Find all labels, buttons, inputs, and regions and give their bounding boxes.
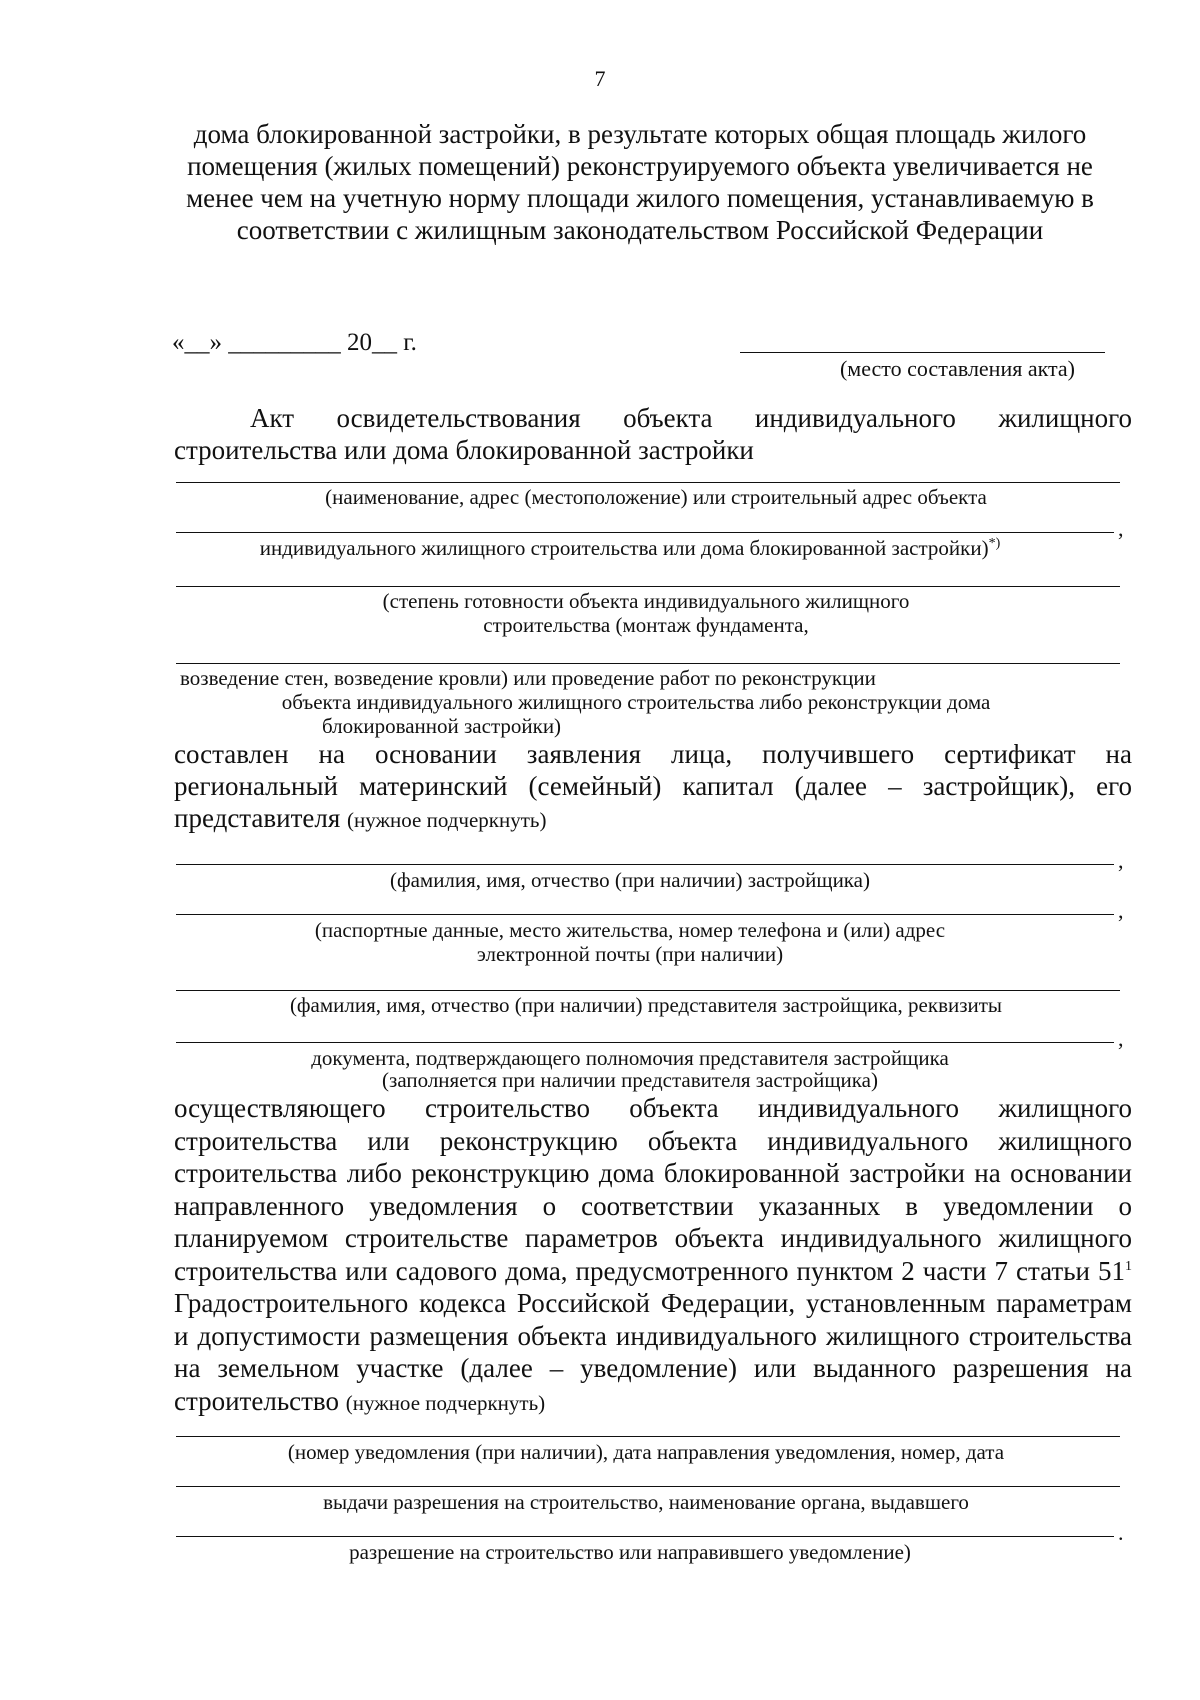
paragraph-basis-text: осуществляющего строительство объекта индивидуального жилищного строительства или реконструкцию объекта индивидуального жилищного строительства либо реконструкцию дома блокированной застройки на основании направленного уведомления о соответствии указанных в уведомлении о планируемом строительстве параметров объекта индивидуального жилищного строительства или садового дома, предусмотренного пунктом 2 части 7 статьи 51 — [174, 1093, 1132, 1286]
underline-note-2: (нужное подчеркнуть) — [345, 1390, 546, 1415]
line-comma: , — [1118, 848, 1124, 873]
footnote-mark: *) — [988, 536, 1001, 551]
caption-notice-2: выдачи разрешения на строительство, наименование органа, выдавшего — [323, 1490, 969, 1514]
caption-passport-1: (паспортные данные, место жительства, номер телефона и (или) адрес — [314, 918, 946, 942]
caption-object-1: (наименование, адрес (местоположение) или строительный адрес объекта — [325, 485, 987, 509]
line-comma: , — [1118, 1026, 1124, 1051]
line-comma: , — [1118, 898, 1124, 923]
paragraph-basis — [174, 1092, 1132, 1419]
article-superscript: 1 — [1125, 1258, 1132, 1274]
caption-object-2-text: индивидуального жилищного строительства или дома блокированной застройки) — [259, 536, 989, 560]
line-period: . — [1118, 1520, 1124, 1545]
caption-passport-2: электронной почты (при наличии) — [476, 942, 784, 966]
place-caption: (место составления акта) — [839, 356, 1075, 381]
fill-line-readiness-1 — [176, 586, 1120, 587]
caption-representative-2: документа, подтверждающего полномочия представителя застройщика — [311, 1046, 949, 1070]
date-line: «__» _________ 20__ г. — [172, 329, 417, 356]
fill-line-object-2 — [176, 532, 1114, 533]
page-number: 7 — [594, 66, 606, 91]
act-title: Акт освидетельствования объекта индивидуального жилищного строительства или дома блокированной застройки — [174, 403, 1132, 465]
fill-line-object-1 — [176, 482, 1120, 483]
fill-line-notice-1 — [176, 1436, 1120, 1437]
caption-representative-3: (заполняется при наличии представителя застройщика) — [382, 1068, 878, 1092]
fill-line-notice-2 — [176, 1486, 1120, 1487]
caption-readiness-5: блокированной застройки) — [322, 714, 562, 738]
fill-line-notice-3 — [176, 1536, 1114, 1537]
section-heading: дома блокированной застройки, в результате которых общая площадь жилого помещения (жилых помещений) реконструируемого объекта увеличивается не менее чем на учетную норму площади жилого помещения, устанавливаемую в соответствии с жилищным законодательством Российской Федерации — [186, 119, 1094, 245]
caption-representative-1: (фамилия, имя, отчество (при наличии) представителя застройщика, реквизиты — [289, 993, 1003, 1017]
caption-notice-3: разрешение на строительство или направившего уведомление) — [349, 1540, 911, 1564]
line-comma: , — [1118, 516, 1124, 541]
caption-notice-1: (номер уведомления (при наличии), дата направления уведомления, номер, дата — [287, 1440, 1005, 1464]
fill-line-representative-1 — [176, 990, 1120, 991]
caption-readiness-3: возведение стен, возведение кровли) или проведение работ по реконструкции — [180, 666, 876, 690]
paragraph-applicant — [174, 738, 1132, 836]
fill-line-representative-2 — [176, 1042, 1114, 1043]
caption-object-2 — [150, 536, 1110, 560]
paragraph-basis-cont: Градостроительного кодекса Российской Федерации, установленным параметрам и допустимости размещения объекта индивидуального жилищного строительства на земельном участке (далее – уведомление) или выданного разрешения на строительство — [174, 1288, 1132, 1416]
caption-developer-name: (фамилия, имя, отчество (при наличии) застройщика) — [389, 868, 871, 892]
caption-readiness-1: (степень готовности объекта индивидуального жилищного — [382, 589, 910, 613]
caption-readiness-4: объекта индивидуального жилищного строительства либо реконструкции дома — [281, 690, 991, 714]
underline-note-1: (нужное подчеркнуть) — [347, 808, 547, 832]
fill-line-passport — [176, 914, 1114, 915]
place-fill-line — [740, 352, 1105, 353]
caption-readiness-2: строительства (монтаж фундамента, — [483, 613, 809, 637]
paragraph-applicant-text: составлен на основании заявления лица, получившего сертификат на региональный материнский (семейный) капитал (далее – застройщик), его представителя — [174, 739, 1132, 833]
fill-line-developer-name — [176, 864, 1114, 865]
fill-line-readiness-2 — [176, 663, 1120, 664]
